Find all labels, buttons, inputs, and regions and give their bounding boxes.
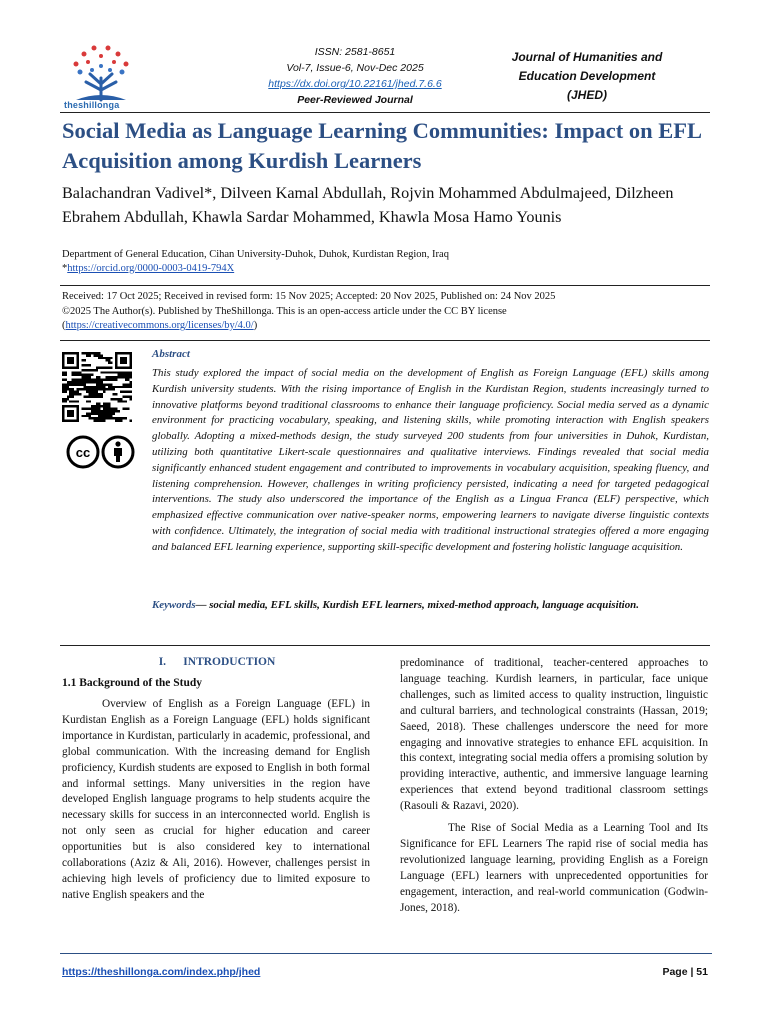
section-title: INTRODUCTION — [183, 656, 276, 668]
abstract-text: This study explored the impact of social media on the development of English as Foreign Language (EFL) skills among Kurdish university students. With the rising importance of English in the Kurdistan Region, students increasingly turned to innovative platforms beyond traditional classrooms to enhance their language proficiency. Social media served as a dynamic environment for practicing vocabulary, speaking, and listening skills, while promoting interaction with English speakers globally. Adopting a mixed-methods design, the study surveyed 200 students from four universities in Duhok, Kurdistan, utilizing both quantitative Likert-scale questionnaires and qualitative interviews. Findings revealed that social media significantly enhanced student engagement and contributed to improvements in vocabulary acquisition, speaking fluency, and listening comprehension. However, challenges in writing proficiency persisted, indicating a need for targeted pedagogical interventions. The study also underscored the importance of the English as a Lingua Franca (ELF) perspective, which emphasized effective communication over native-speaker norms, empowering learners to navigate diverse linguistic contexts with confidence. Ultimately, the integration of social media with traditional instructional strategies offered a more engaging and balanced EFL learning experience, supporting skill-specific development and fostering holistic language acquisition. — [152, 367, 709, 553]
keywords-list: — social media, EFL skills, Kurdish EFL learners, mixed-method approach, language acquisition. — [195, 599, 639, 611]
body-text-right-column — [400, 656, 708, 917]
copyright-notice: ©2025 The Author(s). Published by TheShillonga. This is an open-access article under the CC BY license — [62, 305, 507, 317]
keywords-label: Keywords — [152, 599, 196, 611]
affiliation: Department of General Education, Cihan University-Duhok, Duhok, Kurdistan Region, Iraq — [62, 249, 449, 260]
page-number: Page | 51 — [662, 966, 708, 978]
journal-name-line3: (JHED) — [566, 88, 607, 102]
header-divider — [60, 112, 710, 113]
paren-open: ( — [62, 320, 66, 331]
cc-by-license-icon[interactable] — [66, 435, 136, 469]
affiliation-block — [62, 248, 702, 276]
logo-text: theshillonga — [64, 100, 120, 110]
section-heading — [62, 656, 372, 668]
abstract-heading: Abstract — [152, 348, 190, 360]
license-url-line — [62, 319, 702, 334]
orcid-marker: * — [62, 263, 68, 274]
orcid-line — [62, 262, 702, 276]
orcid-link[interactable]: https://orcid.org/0000-0003-0419-794X — [67, 263, 235, 274]
journal-meta — [225, 44, 485, 108]
subsection-heading: 1.1 Background of the Study — [62, 677, 203, 689]
journal-name — [498, 48, 676, 105]
divider — [60, 645, 710, 646]
author-list: Balachandran Vadivel*, Dilveen Kamal Abdullah, Rojvin Mohammed Abdulmajeed, Dilzheen Ebrahem Abdullah, Khawla Sardar Mohammed, Khawla Mosa Hamo Younis — [62, 184, 674, 226]
paragraph: The Rise of Social Media as a Learning Tool and Its Significance for EFL Learners The rapid rise of social media has revolutionized language learning, providing English as a Foreign Language (EFL) learners with unprecedented opportunities for engagement, interaction, and real-world communication (Godwin-Jones, 2018). — [400, 822, 708, 914]
body-text-left-column: Overview of English as a Foreign Language (EFL) in Kurdistan English as a Foreign Language (EFL) holds significant importance in Kurdistan, particularly in academic, professional, and global communication. With the increasing demand for English proficiency, Kurdish students are exposed to English in both formal and informal settings. Many universities in the region have developed English language programs to help students acquire the necessary skills for success in an interconnected world. English is not only seen as crucial for higher education and career opportunities but is also considered key to international collaborations (Aziz & Ali, 2016). However, challenges persist in achieving high levels of proficiency due to limited exposure to native English speakers and the — [62, 698, 370, 901]
svg-text:cc: cc — [75, 445, 91, 460]
keywords — [152, 598, 709, 614]
journal-name-line1: Journal of Humanities and — [511, 50, 663, 64]
section-number: I. — [158, 656, 167, 668]
doi-link[interactable]: https://dx.doi.org/10.22161/jhed.7.6.6 — [268, 78, 442, 90]
journal-url-link[interactable]: https://theshillonga.com/index.php/jhed — [62, 966, 261, 978]
review-label: Peer-Reviewed Journal — [297, 94, 413, 106]
publication-dates: Received: 17 Oct 2025; Received in revised form: 15 Nov 2025; Accepted: 20 Nov 2025, Published on: 24 Nov 2025 — [62, 291, 556, 302]
paren-close: ) — [253, 320, 258, 331]
license-block — [62, 290, 702, 334]
footer-divider — [60, 953, 712, 954]
qr-code-icon[interactable] — [62, 352, 132, 422]
article-title: Social Media as Language Learning Communities: Impact on EFL Acquisition among Kurdish Learners — [62, 118, 701, 173]
divider — [60, 285, 710, 286]
journal-name-line2: Education Development — [518, 69, 656, 83]
paragraph: predominance of traditional, teacher-centered approaches to language teaching. Kurdish learners, in particular, face unique challenges, such as limited access to quality instruction, linguistic and cultural barriers, and technological constraints (Hassan, 2019; Saeed, 2018). These challenges underscore the need for more engaging and innovative strategies to enhance EFL acquisition. In this context, integrating social media offers a promising solution by providing interactive, authentic, and immersive language learning experiences that extend beyond traditional classroom settings (Rasouli & Razavi, 2020). — [400, 657, 708, 813]
divider — [60, 340, 710, 341]
volume-issue: Vol-7, Issue-6, Nov-Dec 2025 — [286, 62, 424, 74]
issn: ISSN: 2581-8651 — [314, 46, 396, 58]
license-link[interactable]: https://creativecommons.org/licenses/by/4.0/ — [65, 320, 254, 331]
